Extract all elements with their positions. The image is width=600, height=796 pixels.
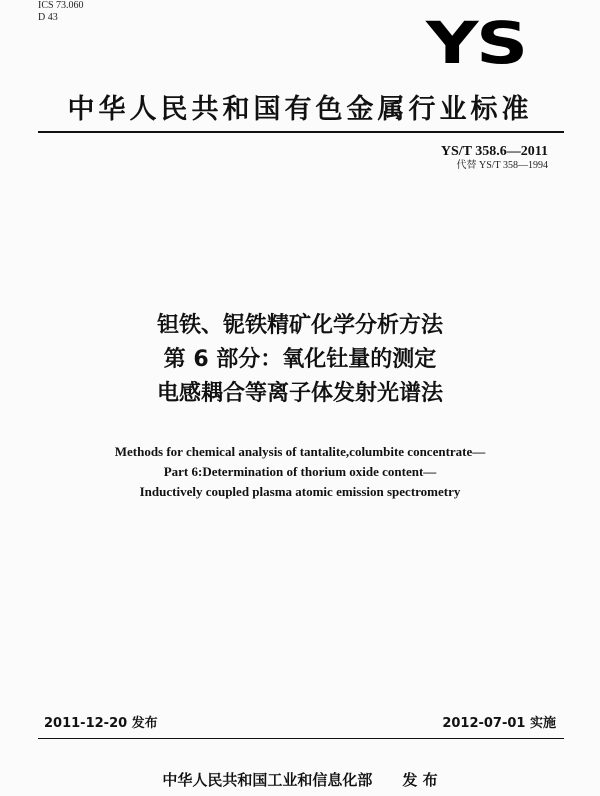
header-divider — [38, 131, 564, 133]
issue-date: 2011-12-20 发布 — [44, 716, 158, 731]
standard-category-title: 中华人民共和国有色金属行业标准 — [67, 94, 533, 125]
issue-label: 发 布 — [402, 771, 438, 789]
issuer-name: 中华人民共和国工业和信息化部 — [162, 771, 373, 789]
replaces-standard: 代替 YS/T 358—1994 — [456, 160, 548, 171]
english-title-line-2: Part 6:Determination of thorium oxide content— — [163, 464, 437, 479]
standard-number: YS/T 358.6—2011 — [440, 144, 548, 159]
english-title-line-3: Inductively coupled plasma atomic emission spectrometry — [139, 484, 461, 499]
chinese-title — [0, 309, 600, 411]
classification-codes — [38, 0, 84, 24]
english-title — [0, 442, 600, 502]
chinese-title-line-3: 电感耦合等离子体发射光谱法 — [156, 381, 443, 406]
chinese-title-line-2: 第 6 部分：氧化钍量的测定 — [163, 347, 437, 372]
ics-code: ICS 73.060 — [38, 0, 84, 11]
issuer-line — [0, 770, 600, 790]
ys-logo: YS — [426, 9, 526, 77]
ccs-code: D 43 — [38, 12, 58, 23]
english-title-line-1: Methods for chemical analysis of tantalite,columbite concentrate— — [114, 444, 486, 459]
footer-divider — [38, 738, 564, 739]
chinese-title-line-1: 钽铁、铌铁精矿化学分析方法 — [156, 313, 443, 338]
effective-date: 2012-07-01 实施 — [442, 716, 556, 731]
